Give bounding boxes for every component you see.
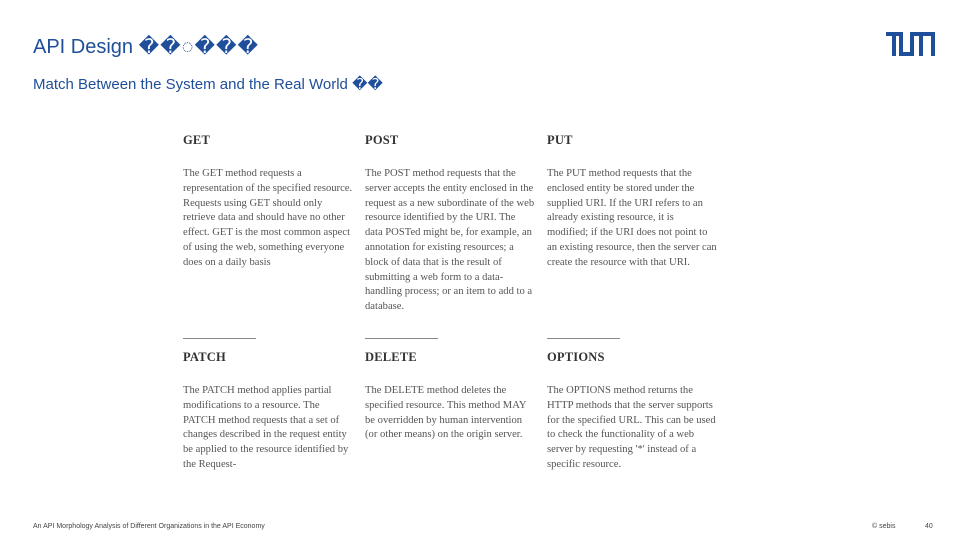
divider [547, 338, 620, 339]
footer-title: An API Morphology Analysis of Different Organizations in the API Economy [33, 523, 265, 530]
divider [183, 338, 256, 339]
method-description: The OPTIONS method returns the HTTP methods that the server supports for the specified URL. This can be used to check the functionality of a web server by requesting '*' instead of a specific resource. [547, 385, 716, 470]
method-patch [183, 350, 353, 473]
method-name: PUT [547, 133, 573, 147]
slide-subtitle-glyphs: �� [352, 76, 383, 93]
method-description: The DELETE method deletes the specified resource. This method MAY be overridden by human intervention (or other means) on the origin server. [365, 385, 527, 441]
method-name: PATCH [183, 350, 226, 364]
method-put [547, 133, 717, 271]
method-name: POST [365, 133, 399, 147]
method-description: The POST method requests that the server accepts the entity enclosed in the request as a new subordinate of the web resource identified by the URI. The data POSTed might be, for example, an annotation for existing resources; a block of data that is the result of submitting a web form to a data-handling process; or an item to add to a database. [365, 168, 535, 313]
method-post [365, 133, 535, 315]
slide-title-glyphs: ��◌��� [138, 36, 260, 58]
slide-title [33, 34, 259, 59]
method-description: The PUT method requests that the enclosed entity be stored under the supplied URI. If the URI refers to an already existing resource, it is modified; if the URI does not point to an existing resource, then the server can create the resource with that URI. [547, 168, 717, 268]
divider [365, 338, 438, 339]
method-get [183, 133, 353, 271]
method-delete [365, 350, 535, 443]
method-description: The PATCH method applies partial modifications to a resource. The PATCH method requests that a set of changes described in the request entity be applied to the resource identified by the Request- [183, 385, 349, 470]
page-number: 40 [925, 523, 933, 530]
method-options [547, 350, 717, 473]
slide-subtitle-text: Match Between the System and the Real World [33, 76, 348, 93]
slide-subtitle [33, 75, 383, 93]
method-description: The GET method requests a representation of the specified resource. Requests using GET should only retrieve data and should have no other effect. GET is the most common aspect of using the web, something everyone does on a daily basis [183, 168, 353, 268]
method-name: DELETE [365, 350, 417, 364]
slide-title-text: API Design [33, 36, 134, 58]
method-name: GET [183, 133, 210, 147]
tum-logo-icon [886, 32, 935, 56]
method-name: OPTIONS [547, 350, 605, 364]
footer-copyright: © sebis [872, 523, 896, 530]
